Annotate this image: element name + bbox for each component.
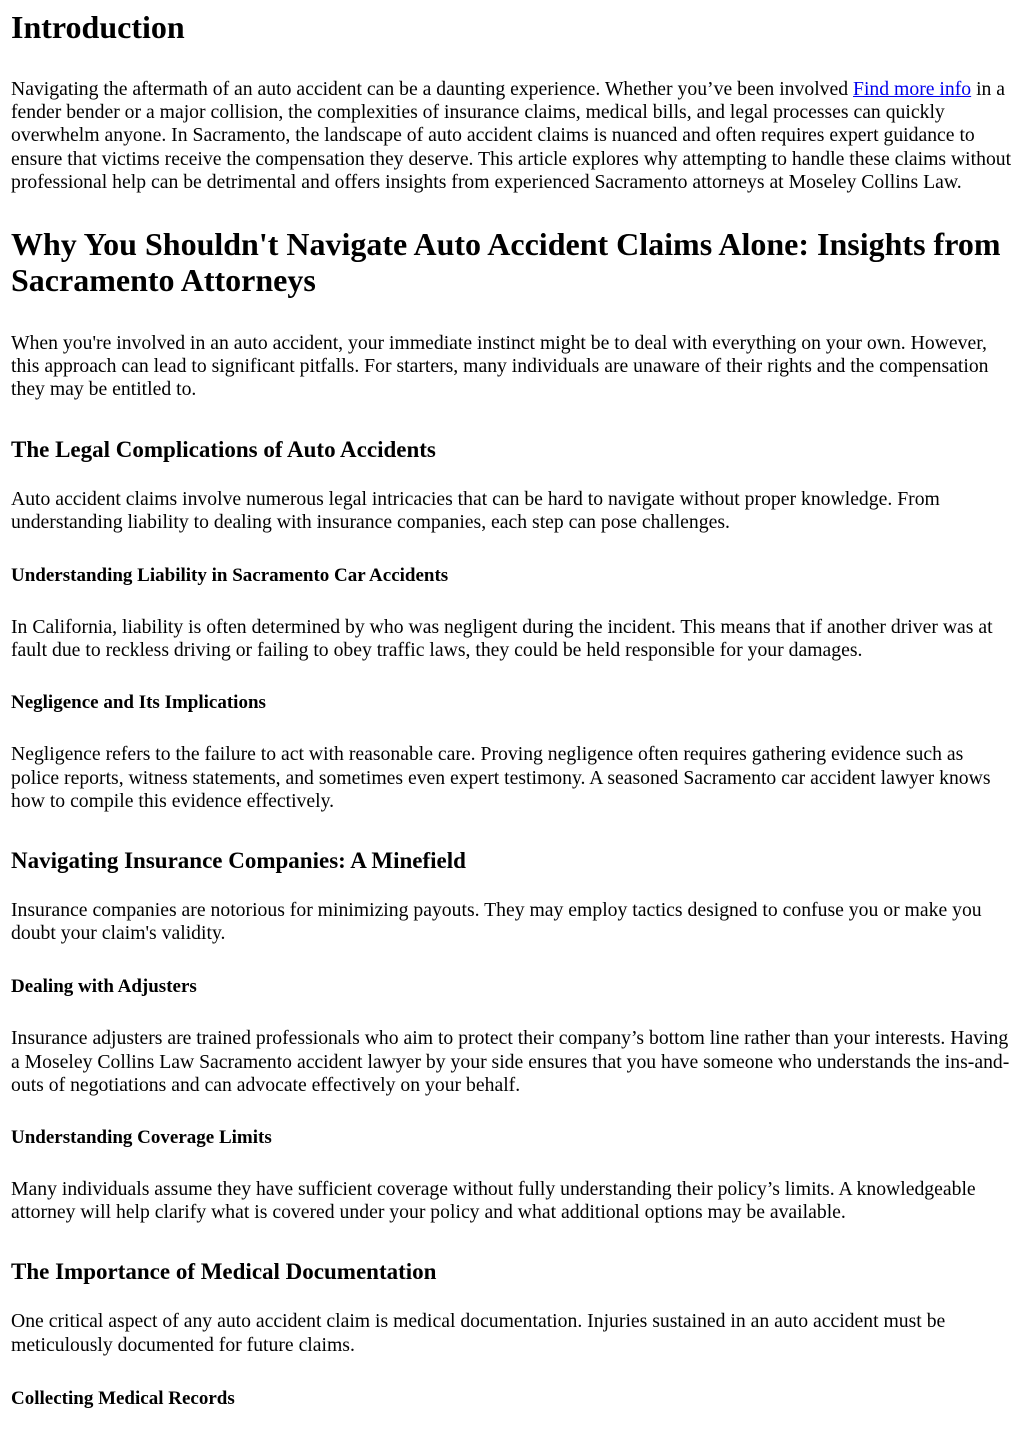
- main-heading: Why You Shouldn't Navigate Auto Accident Claims Alone: Insights from Sacramento Attorneys: [11, 226, 1001, 299]
- introduction-paragraph: [11, 78, 1013, 194]
- main-paragraph: When you're involved in an auto accident, your immediate instinct might be to deal with everything on your own. However, this approach can lead to significant pitfalls. For starters, many individuals are unaware of their rights and the compensation they may be entitled to.: [11, 332, 989, 401]
- adjusters-heading: Dealing with Adjusters: [11, 976, 197, 998]
- negligence-heading: Negligence and Its Implications: [11, 692, 266, 714]
- insurance-heading: Navigating Insurance Companies: A Minefield: [11, 848, 466, 874]
- coverage-heading: Understanding Coverage Limits: [11, 1127, 272, 1149]
- medical-records-heading: Collecting Medical Records: [11, 1387, 235, 1409]
- liability-paragraph: In California, liability is often determined by who was negligent during the incident. This means that if another driver was at fault due to reckless driving or failing to obey traffic laws, they could be held responsible for your damages.: [11, 616, 993, 662]
- medical-documentation-paragraph: One critical aspect of any auto accident claim is medical documentation. Injuries sustained in an auto accident must be meticulously documented for future claims.: [11, 1310, 946, 1356]
- intro-text-start: Navigating the aftermath of an auto accident can be a daunting experience. Whether you’ve been involved: [11, 78, 854, 100]
- adjusters-paragraph: Insurance adjusters are trained professionals who aim to protect their company’s bottom line rather than your interests. Having a Moseley Collins Law Sacramento accident lawyer by your side ensures that you have someone who understands the ins-and-outs of negotiations and can advocate effectively on your behalf.: [11, 1027, 1010, 1096]
- insurance-paragraph: Insurance companies are notorious for minimizing payouts. They may employ tactics designed to confuse you or make you doubt your claim's validity.: [11, 899, 982, 945]
- medical-documentation-heading: The Importance of Medical Documentation: [11, 1259, 437, 1285]
- liability-heading: Understanding Liability in Sacramento Car Accidents: [11, 565, 449, 587]
- article: [0, 9, 1024, 1411]
- intro-text-end: in a fender bender or a major collision, the complexities of insurance claims, medical bills, and legal processes can quickly overwhelm anyone. In Sacramento, the landscape of auto accident claims is nuanced and often requires expert guidance to ensure that victims receive the compensation they deserve. This article explores why attempting to handle these claims without professional help can be detrimental and offers insights from experienced Sacramento attorneys at Moseley Collins Law.: [11, 78, 1012, 193]
- legal-complications-heading: The Legal Complications of Auto Accidents: [11, 436, 436, 462]
- legal-complications-paragraph: Auto accident claims involve numerous legal intricacies that can be hard to navigate without proper knowledge. From understanding liability to dealing with insurance companies, each step can pose challenges.: [11, 487, 940, 533]
- coverage-paragraph: Many individuals assume they have sufficient coverage without fully understanding their policy’s limits. A knowledgeable attorney will help clarify what is covered under your policy and what additional options may be available.: [11, 1178, 976, 1224]
- introduction-heading: Introduction: [11, 9, 185, 45]
- negligence-paragraph: Negligence refers to the failure to act with reasonable care. Proving negligence often requires gathering evidence such as police reports, witness statements, and sometimes even expert testimony. A seasoned Sacramento car accident lawyer knows how to compile this evidence effectively.: [11, 743, 991, 812]
- find-more-info-link[interactable]: Find more info: [853, 78, 972, 100]
